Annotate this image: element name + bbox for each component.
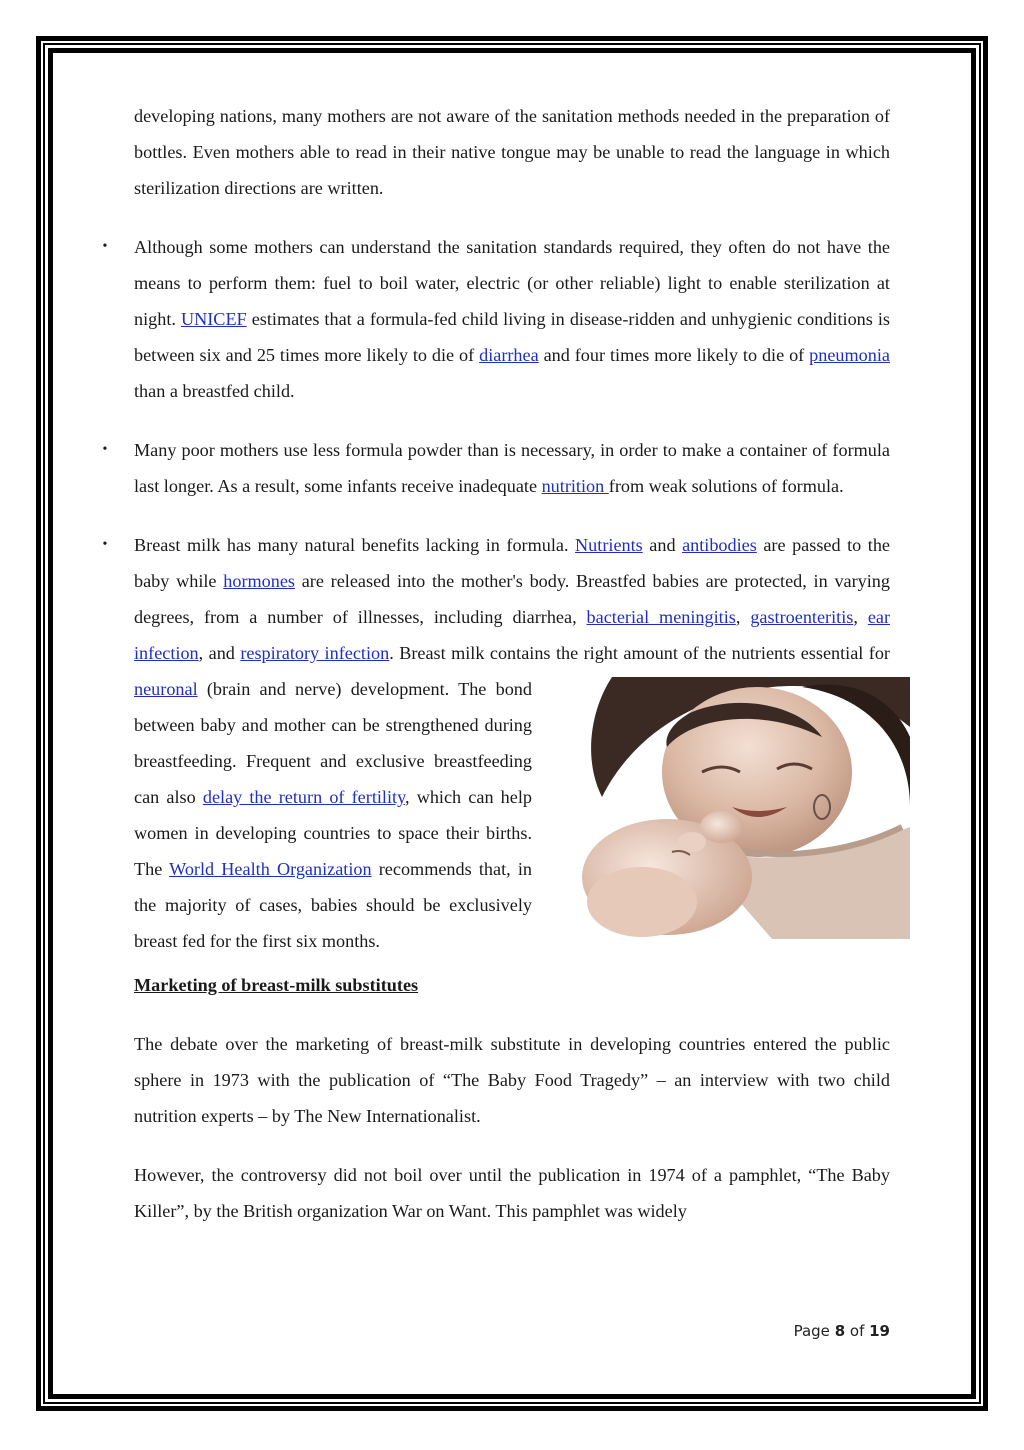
intro-paragraph: developing nations, many mothers are not aware of the sanitation methods needed in the preparation of bottles. Even mothers able to read in their native tongue may be unable to read the language in which sterilization directions are written.	[134, 106, 890, 198]
page-number-footer: Page 8 of 19	[793, 1322, 890, 1340]
bullet-text: Many poor mothers use less formula powder than is necessary, in order to make a container of formula last longer. As a result, some infants receive inadequate nutrition from weak solutions of formula.	[134, 440, 890, 496]
bullet-icon: •	[102, 442, 108, 457]
paragraph-baby-killer: However, the controversy did not boil over until the publication in 1974 of a pamphlet, “The Baby Killer”, by the British organization War on Want. This pamphlet was widely	[134, 1165, 890, 1221]
bullet-item-breast-milk-benefits	[102, 527, 891, 959]
link-gastroenteritis[interactable]: gastroenteritis	[750, 607, 854, 627]
paragraph-baby-food-tragedy: The debate over the marketing of breast-milk substitute in developing countries entered the public sphere in 1973 with the publication of “The Baby Food Tragedy” – an interview with two child nutrition experts – by The New Internationalist.	[134, 1034, 890, 1126]
link-bacterial-meningitis[interactable]: bacterial meningitis	[586, 607, 736, 627]
link-antibodies[interactable]: antibodies	[682, 535, 757, 555]
link-nutrition[interactable]: nutrition	[541, 476, 609, 496]
link-neuronal[interactable]: neuronal	[134, 679, 198, 699]
link-unicef[interactable]: UNICEF	[180, 309, 247, 329]
link-diarrhea[interactable]: diarrhea	[479, 345, 539, 365]
bullet-icon: •	[102, 239, 108, 254]
page-content	[102, 98, 891, 1229]
total-page-count: 19	[869, 1322, 890, 1340]
bullet-item-sanitation	[102, 229, 891, 409]
section-heading: Marketing of breast-milk substitutes	[134, 975, 419, 995]
bullet-text: Although some mothers can understand the sanitation standards required, they often do not have the means to perform them: fuel to boil water, electric (or other reliable) light to enable sterilization at night. UNICEF estimates that a formula-fed child living in disease-ridden and unhygienic conditions is between six and 25 times more likely to die of diarrhea and four times more likely to die of pneumonia than a breastfed child.	[134, 237, 891, 401]
link-delay-return-of-fertility[interactable]: delay the return of fertility	[202, 787, 405, 807]
link-world-health-organization[interactable]: World Health Organization	[169, 859, 372, 879]
mother-baby-photo	[572, 677, 910, 939]
bullet-item-formula-powder	[102, 432, 890, 504]
link-nutrients[interactable]: Nutrients	[575, 535, 643, 555]
bullet-icon: •	[102, 537, 108, 552]
link-respiratory-infection[interactable]: respiratory infection	[240, 643, 390, 663]
bullet-text: Breast milk has many natural benefits lacking in formula. Nutrients and antibodies are passed to the baby while hormones are released into the mother's body. Breastfed babies are protected, in varying degrees, from a number of illnesses, including diarrhea, bacterial meningitis, gastroenteritis, ear infection, and respiratory infection. Breast milk contains the right amount of the nutrients essential for neuronal (brain and nerve) development. The bond between baby and mother can be strengthened during breastfeeding. Frequent and exclusive breastfeeding can also delay the return of fertility, which can help women in developing countries to space their births. The World Health Organization recommends that, in the majority of cases, babies should be exclusively breast fed for the first six months.	[134, 527, 890, 959]
current-page-number: 8	[834, 1322, 846, 1340]
link-pneumonia[interactable]: pneumonia	[809, 345, 890, 365]
mother-baby-illustration	[572, 677, 910, 939]
link-ear-infection[interactable]: ear infection	[134, 607, 891, 663]
link-hormones[interactable]: hormones	[223, 571, 295, 591]
